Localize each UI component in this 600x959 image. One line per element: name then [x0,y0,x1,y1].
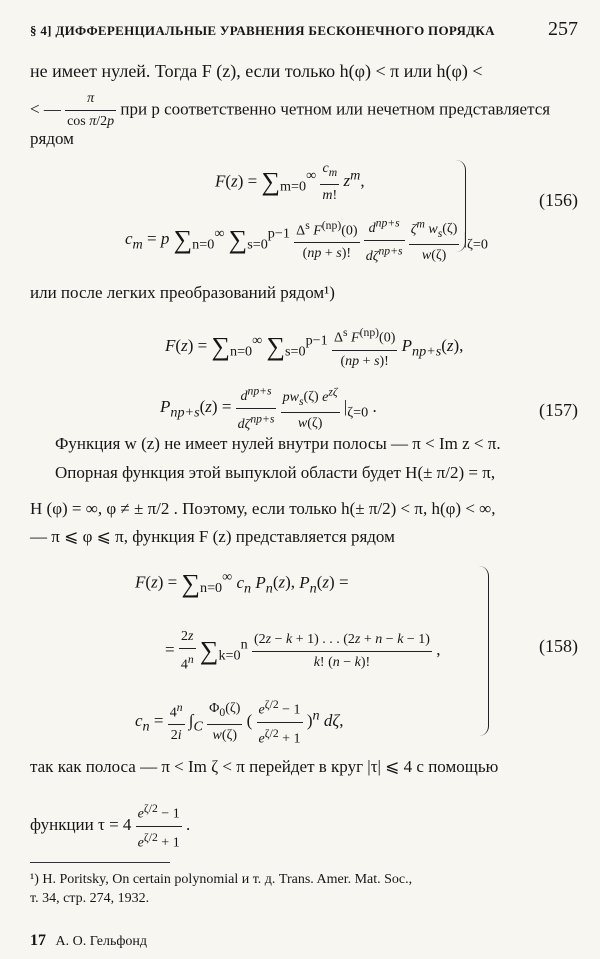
paragraph-line: H (φ) = ∞, φ ≠ ± π/2 . Поэтому, если только h(± π/2) < π, h(φ) < ∞, [30,499,496,518]
paragraph-line [30,88,578,133]
paragraph-line: не имеет нулей. Тогда F (z), если только h(φ) < π или h(φ) < [30,61,483,81]
paragraph-line: Опорная функция этой выпуклой области будет H(± π/2) = π, [55,463,496,482]
running-header [30,18,578,41]
signature-number: 17 [30,932,46,949]
fraction-tau: $\frac{e^{\zeta/2} - 1}{e^{\zeta/2} + 1}$ [136,798,182,854]
equation-157-line1: $F(z) = \sum_{n=0}^\infty$ $\sum_{s=0}^{p-1}$ $\frac{\Delta^s F^{(np)}(0)}{(np + s)!}$ $P_{np+s}(z)$, [165,322,463,373]
paragraph-line: Функция w (z) не имеет нулей внутри полосы — π < Im z < π. [55,434,501,453]
footnote-line: т. 34, стр. 274, 1932. [30,891,150,906]
equation-158-line2: = $\frac{2z}{4^n}$ $\sum_{k=0}^n$ $\frac{(2z - k + 1) . . . (2z + n - k - 1)}{k! (n - k)!}$ , [165,626,440,677]
paragraph-line: так как полоса — π < Im ζ < π перейдет в круг |τ| ⩽ 4 с помощью [30,757,499,776]
right-brace [478,566,489,736]
equation-157-line2: $P_{np+s}(z)$ = $\frac{d^{np+s}}{d\zeta^{np+s}}$ $\frac{pw_s(\zeta) e^{z\zeta}}{w(\zeta)}$ $|_{\zeta=0}$ . [160,380,377,436]
paragraph-text: функции τ = 4 [30,815,132,835]
page-number: 257 [548,18,578,40]
less-than-sign: < — [30,99,61,119]
paragraph-line: — π ⩽ φ ⩽ π, функция F (z) представляется рядом [30,527,395,546]
paragraph-text: при p соответственно четном или нечетном представляется [120,99,551,119]
equation-158-line1: $F(z) = \sum_{n=0}^\infty$ $c_n$ $P_n(z)$, $P_n(z)$ = [135,568,349,598]
paragraph-line: функции τ = 4 $\frac{e^{\zeta/2} - 1}{e^{\zeta/2} + 1}$ . [30,798,578,854]
footnote-rule [30,862,170,863]
footnote-line: ¹) H. Poritsky, On certain polynomial и т. д. Trans. Amer. Mat. Soc., [30,872,413,887]
author-name: А. О. Гельфонд [55,934,148,949]
equation-number: (156) [539,190,578,210]
page-footer [30,932,147,950]
equation-156-line1: $F(z) = \sum_{m=0}^\infty$ $\frac{c_m}{m!}$ $z^m$, [215,158,365,207]
equation-number: (158) [539,636,578,656]
section-title: § 4] ДИФФЕРЕНЦИАЛЬНЫЕ УРАВНЕНИЯ БЕСКОНЕЧНОГО ПОРЯДКА [30,23,495,38]
equation-156-line2: $c_m = p$ $\sum_{n=0}^\infty$ $\sum_{s=0}^{p-1}$ $\frac{\Delta^s F^{(np)}(0)}{(np + s)!}$ $\frac{d^{np+s}}{d\zeta^{np+s}}$ $\frac{\zeta^m w_s(\zeta)}{w(\zeta)}$ $|_{\zeta=0}$ [125,212,488,268]
right-brace [455,160,466,252]
equation-158-line3: $c_n$ = $\frac{4^n}{2i}$ $\int_C$ $\frac{\Phi_0(\zeta)}{w(\zeta)}$ ( $\frac{e^{\zeta/2} - 1}{e^{\zeta/2} + 1}$ )$^n$ dζ, [135,694,343,750]
paragraph-line: или после легких преобразований рядом¹) [30,283,335,302]
equation-number: (157) [539,400,578,420]
fraction-pi-over-cos: $\frac{\pi}{\text{cos π/2p}}$ [65,88,116,133]
paragraph-line: рядом [30,129,74,148]
